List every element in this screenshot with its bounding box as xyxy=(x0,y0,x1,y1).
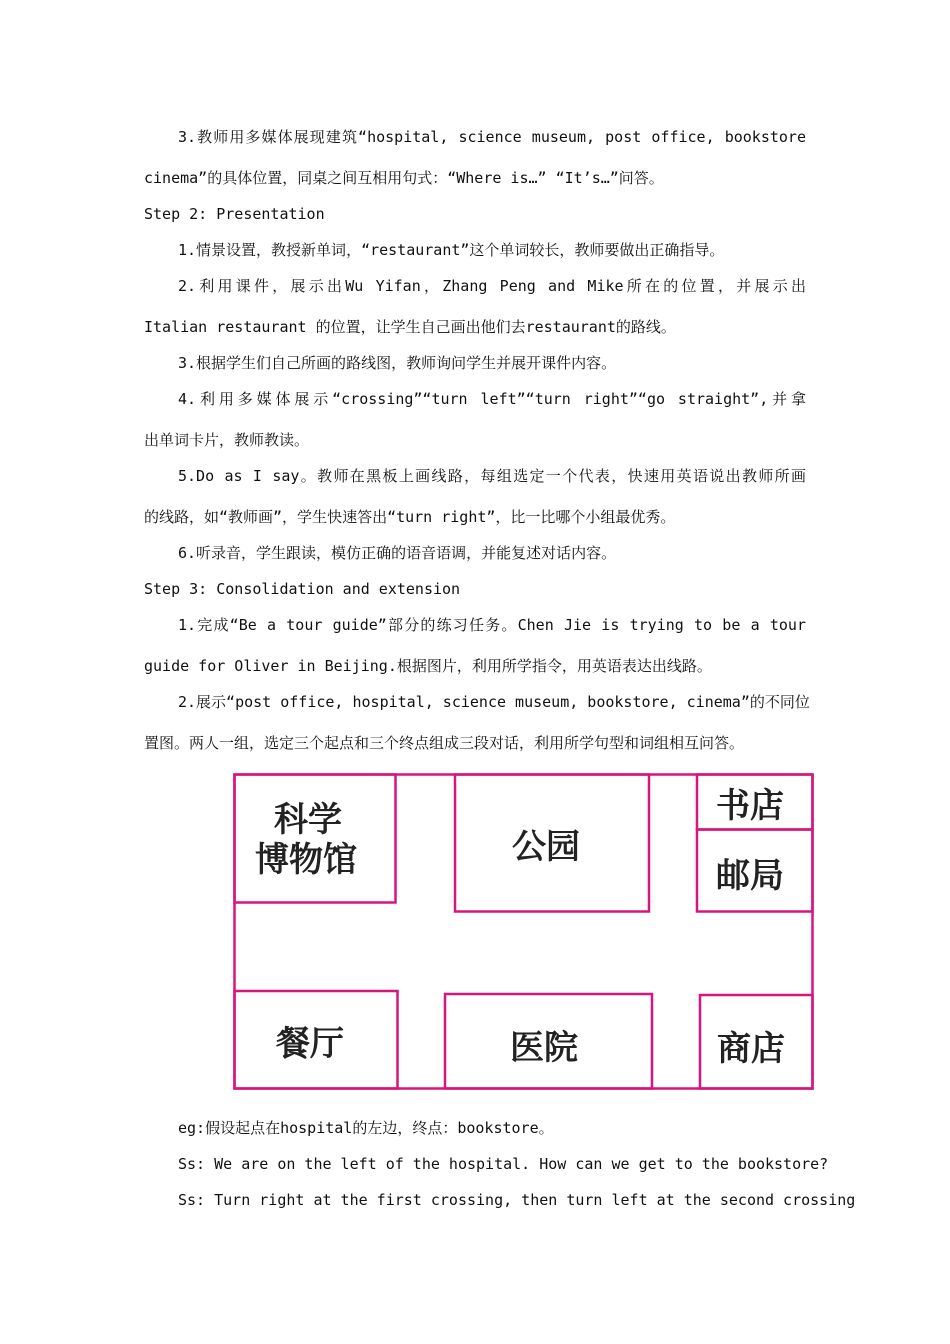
label-hospital: 医院 xyxy=(510,1028,578,1068)
label-post-office: 邮局 xyxy=(716,856,784,896)
label-bookstore: 书店 xyxy=(716,786,784,826)
label-restaurant: 餐厅 xyxy=(276,1024,344,1064)
paragraph-line: cinema”的具体位置，同桌之间互相用句式：“Where is…” “It’s…”问答。 xyxy=(144,169,664,187)
paragraph-line: 3.根据学生们自己所画的路线图，教师询问学生并展开课件内容。 xyxy=(178,354,617,372)
paragraph-line: 1.完成“Be a tour guide”部分的练习任务。Chen Jie is trying to be a tour xyxy=(178,616,806,634)
paragraph-line: 的线路，如“教师画”，学生快速答出“turn right”，比一比哪个小组最优秀。 xyxy=(144,508,676,526)
paragraph-line: 6.听录音，学生跟读，模仿正确的语音语调，并能复述对话内容。 xyxy=(178,544,617,562)
paragraph-line: 2.利用课件，展示出Wu Yifan，Zhang Peng and Mike所在的位置，并展示出 xyxy=(178,277,806,295)
paragraph-line: guide for Oliver in Beijing.根据图片，利用所学指令，用英语表达出线路。 xyxy=(144,657,712,675)
label-shop: 商店 xyxy=(717,1029,785,1069)
dialogue-line: Ss: We are on the left of the hospital. How can we get to the bookstore? xyxy=(178,1155,829,1173)
dialogue-line: Ss: Turn right at the first crossing, then turn left at the second crossing xyxy=(178,1191,856,1209)
street-map xyxy=(233,773,814,1090)
paragraph-line: 置图。两人一组，选定三个起点和三个终点组成三段对话，利用所学句型和词组相互问答。 xyxy=(144,734,745,752)
paragraph-line: 3.教师用多媒体展现建筑“hospital, science museum, post office, bookstore xyxy=(178,128,806,146)
label-science-museum-line2: 博物馆 xyxy=(255,840,357,880)
paragraph-line: 4.利用多媒体展示“crossing”“turn left”“turn right”“go straight”,并拿 xyxy=(178,390,806,408)
paragraph-line: 1.情景设置，教授新单词，“restaurant”这个单词较长，教师要做出正确指导。 xyxy=(178,241,725,259)
paragraph-line: 2.展示“post office, hospital, science museum, bookstore, cinema”的不同位 xyxy=(178,693,810,711)
paragraph-line: 出单词卡片，教师教读。 xyxy=(144,431,310,449)
label-park: 公园 xyxy=(512,827,580,867)
example-line: eg:假设起点在hospital的左边，终点：bookstore。 xyxy=(178,1119,554,1137)
paragraph-line: Italian restaurant 的位置，让学生自己画出他们去restaurant的路线。 xyxy=(144,318,676,336)
label-science-museum-line1: 科学 xyxy=(274,800,342,840)
section-heading-step2: Step 2: Presentation xyxy=(144,205,325,223)
paragraph-line: 5.Do as I say。教师在黑板上画线路，每组选定一个代表，快速用英语说出教师所画 xyxy=(178,467,806,485)
section-heading-step3: Step 3: Consolidation and extension xyxy=(144,580,461,598)
